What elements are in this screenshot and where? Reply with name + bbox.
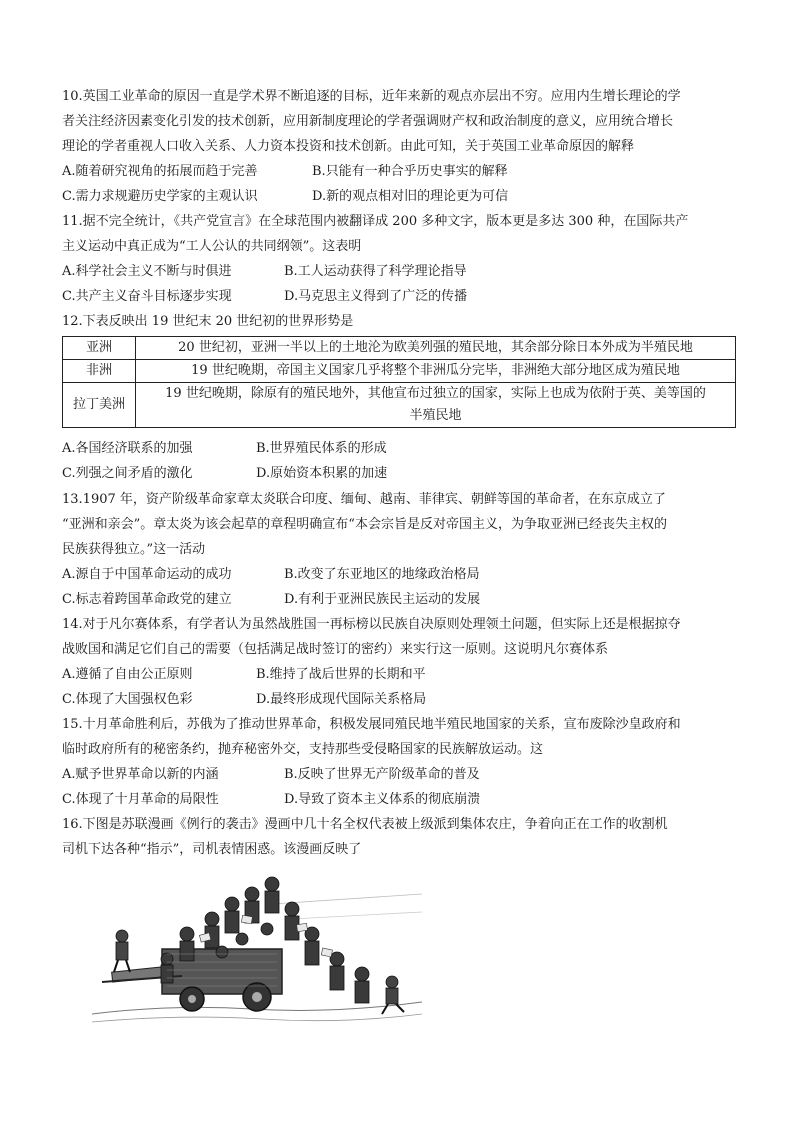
q11-stem-line-1: 11.据不完全统计，《共产党宣言》在全球范围内被翻译成 200 多种文字，版本更是多达 300 种，在国际共产 — [62, 214, 689, 229]
q12-option-b[interactable]: B.世界殖民体系的形成 — [256, 441, 387, 456]
table-row — [63, 360, 736, 383]
q10-stem-line-3: 理论的学者重视人口收入关系、人力资本投资和技术创新。由此可知，关于英国工业革命原因的解释 — [62, 139, 635, 154]
q10-option-c[interactable]: C.需力求规避历史学家的主观认识 — [62, 189, 258, 204]
q15-option-b[interactable]: B.反映了世界无产阶级革命的普及 — [284, 767, 480, 782]
q12-option-c[interactable]: C.列强之间矛盾的激化 — [62, 466, 193, 481]
q14-option-c[interactable]: C.体现了大国强权色彩 — [62, 692, 193, 707]
q10-stem-line-2: 者关注经济因素变化引发的技术创新，应用新制度理论的学者强调财产权和政治制度的意义，应用统合增长 — [62, 114, 674, 129]
q14-stem-line-2: 战败国和满足它们自己的需要（包括满足战时签订的密约）来实行这一原则。这说明凡尔赛体系 — [62, 642, 609, 657]
q15-stem-line-2: 临时政府所有的秘密条约，抛弃秘密外交，支持那些受侵略国家的民族解放运动。这 — [62, 742, 544, 757]
soviet-cartoon-image — [92, 864, 422, 1029]
q16-stem-line-2: 司机下达各种“指示”，司机表情困惑。该漫画反映了 — [62, 842, 362, 857]
q11-option-d[interactable]: D.马克思主义得到了广泛的传播 — [284, 289, 468, 304]
region-cell: 非洲 — [63, 360, 136, 383]
world-situation-table — [62, 336, 736, 428]
q13-option-c[interactable]: C.标志着跨国革命政党的建立 — [62, 592, 232, 607]
q13-stem-line-1: 13.1907 年，资产阶级革命家章太炎联合印度、缅甸、越南、菲律宾、朝鲜等国的革命者，在东京成立了 — [62, 492, 666, 507]
table-row — [63, 337, 736, 360]
q13-stem-line-2: “亚洲和亲会”。章太炎为该会起草的章程明确宣布“本会宗旨是反对帝国主义，为争取亚洲已经丧失主权的 — [62, 517, 667, 532]
q10-option-a[interactable]: A.随着研究视角的拓展而趋于完善 — [62, 164, 258, 179]
q13-stem-line-3: 民族获得独立。”这一活动 — [62, 542, 206, 557]
q12-option-a[interactable]: A.各国经济联系的加强 — [62, 441, 193, 456]
q13-option-b[interactable]: B.改变了东亚地区的地缘政治格局 — [284, 567, 480, 582]
q12-stem-line-1: 12.下表反映出 19 世纪末 20 世纪初的世界形势是 — [62, 314, 354, 329]
description-cell: 19 世纪晚期，帝国主义国家几乎将整个非洲瓜分完毕，非洲绝大部分地区成为殖民地 — [136, 360, 736, 383]
q11-stem-line-2: 主义运动中真正成为“工人公认的共同纲领”。这表明 — [62, 239, 362, 254]
q11-option-b[interactable]: B.工人运动获得了科学理论指导 — [284, 264, 467, 279]
description-cell: 20 世纪初，亚洲一半以上的土地沦为欧美列强的殖民地，其余部分除日本外成为半殖民地 — [136, 337, 736, 360]
description-line-1: 19 世纪晚期，除原有的殖民地外，其他宣布过独立的国家，实际上也成为依附于英、美等国的 — [165, 386, 706, 401]
region-cell: 亚洲 — [63, 337, 136, 360]
q15-stem-line-1: 15.十月革命胜利后，苏俄为了推动世界革命，积极发展同殖民地半殖民地国家的关系，宣布废除沙皇政府和 — [62, 717, 681, 732]
q14-option-d[interactable]: D.最终形成现代国际关系格局 — [256, 692, 427, 707]
q16-stem-line-1: 16.下图是苏联漫画《例行的袭击》漫画中几十名全权代表被上级派到集体农庄，争着向正在工作的收割机 — [62, 817, 668, 832]
q10-option-b[interactable]: B.只能有一种合乎历史事实的解释 — [312, 164, 508, 179]
table-row — [63, 383, 736, 428]
region-cell: 拉丁美洲 — [63, 383, 136, 428]
q15-option-d[interactable]: D.导致了资本主义体系的彻底崩溃 — [284, 792, 481, 807]
q11-option-c[interactable]: C.共产主义奋斗目标逐步实现 — [62, 289, 232, 304]
q10-option-d[interactable]: D.新的观点相对旧的理论更为可信 — [312, 189, 509, 204]
q14-option-b[interactable]: B.维持了战后世界的长期和平 — [256, 667, 426, 682]
q10-stem-line-1: 10.英国工业革命的原因一直是学术界不断追逐的目标，近年来新的观点亦层出不穷。应用内生增长理论的学 — [62, 89, 681, 104]
description-line-2: 半殖民地 — [409, 408, 462, 423]
q13-option-a[interactable]: A.源自于中国革命运动的成功 — [62, 567, 232, 582]
q15-option-a[interactable]: A.赋予世界革命以新的内涵 — [62, 767, 219, 782]
q15-option-c[interactable]: C.体现了十月革命的局限性 — [62, 792, 219, 807]
q13-option-d[interactable]: D.有利于亚洲民族民主运动的发展 — [284, 592, 481, 607]
q12-option-d[interactable]: D.原始资本积累的加速 — [256, 466, 388, 481]
q14-stem-line-1: 14.对于凡尔赛体系，有学者认为虽然战胜国一再标榜以民族自决原则处理领土问题，但实际上还是根据掠夺 — [62, 617, 681, 632]
q14-option-a[interactable]: A.遵循了自由公正原则 — [62, 667, 193, 682]
description-cell — [136, 383, 736, 428]
q11-option-a[interactable]: A.科学社会主义不断与时俱进 — [62, 264, 232, 279]
